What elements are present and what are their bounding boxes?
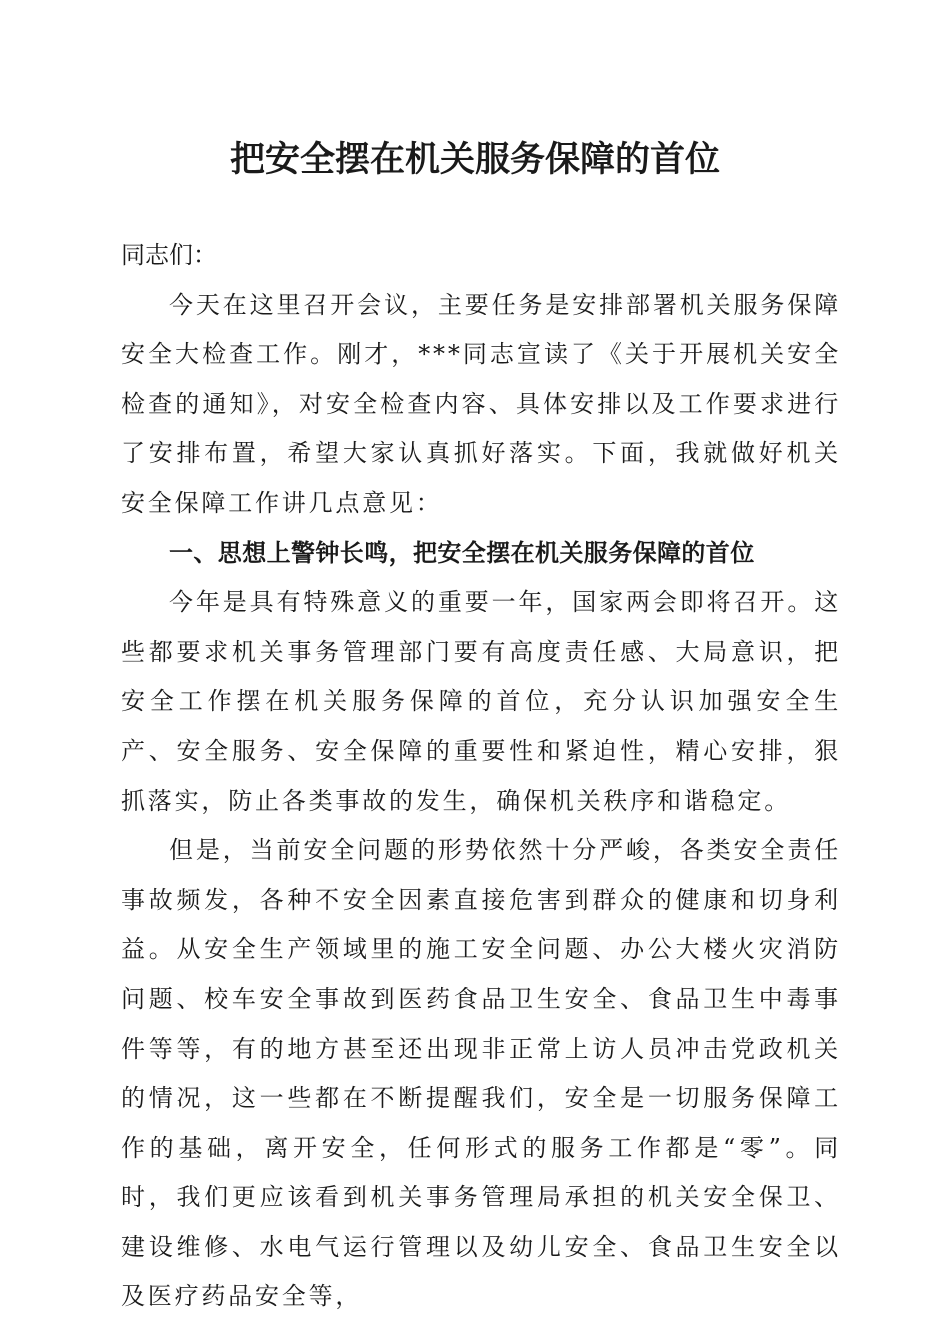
document-title: 把安全摆在机关服务保障的首位 [229, 140, 720, 180]
paragraph-3: 但是，当前安全问题的形势依然十分严峻，各类安全责任事故频发，各种不安全因素直接危害到群众的健康和切身利益。从安全生产领域里的施工安全问题、办公大楼火灾消防问题、校车安全事故到医药食品卫生安全、食品卫生中毒事件等等，有的地方甚至还出现非正常上访人员冲击党政机关的情况，这一些都在不断提醒我们，安全是一切服务保障工作的基础，离开安全，任何形式的服务工作都是“零”。同时，我们更应该看到机关事务管理局承担的机关安全保卫、建设维修、水电气运行管理以及幼儿安全、食品卫生安全以及医疗药品安全等， [121, 836, 841, 1311]
salutation: 同志们： [121, 241, 217, 269]
document-body [121, 231, 841, 1322]
paragraph-intro: 今天在这里召开会议，主要任务是安排部署机关服务保障安全大检查工作。刚才，***同志宣读了《关于开展机关安全检查的通知》，对安全检查内容、具体安排以及工作要求进行了安排布置，希望大家认真抓好落实。下面，我就做好机关安全保障工作讲几点意见： [121, 290, 841, 517]
section-heading-1: 一、思想上警钟长鸣，把安全摆在机关服务保障的首位 [169, 538, 755, 567]
paragraph-2: 今年是具有特殊意义的重要一年，国家两会即将召开。这些都要求机关事务管理部门要有高度责任感、大局意识，把安全工作摆在机关服务保障的首位，充分认识加强安全生产、安全服务、安全保障的重要性和紧迫性，精心安排，狠抓落实，防止各类事故的发生，确保机关秩序和谐稳定。 [121, 588, 841, 815]
